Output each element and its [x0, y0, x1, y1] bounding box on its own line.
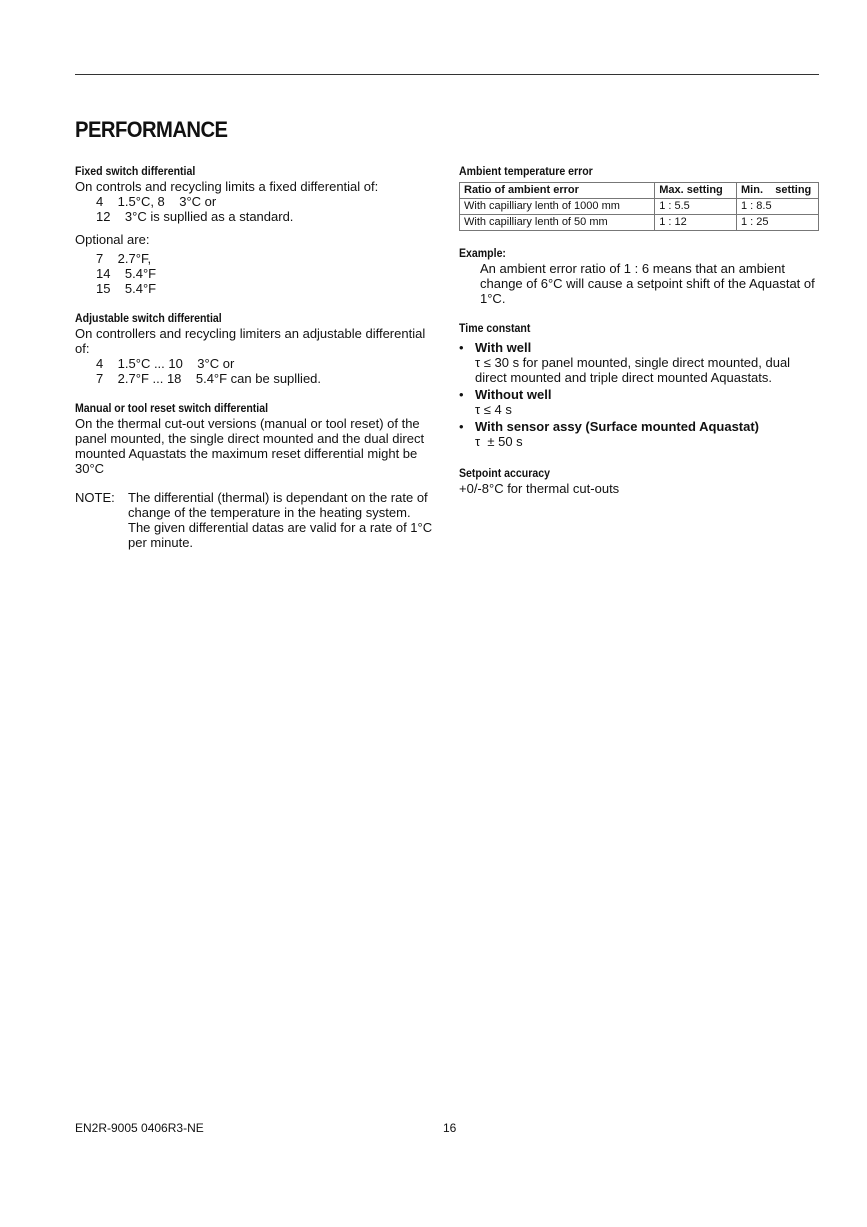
adjustable-differential-intro: On controllers and recycling limiters an adjustable differential of:	[75, 326, 426, 356]
note-text: The differential (thermal) is dependant on the rate of change of the temperature in the heating system. The given differential datas are valid for a rate of 1°C per minute.	[128, 490, 433, 550]
table-cell: 1 : 5.5	[655, 199, 737, 215]
bullet-icon: •	[459, 387, 464, 402]
list-item-detail: τ ≤ 30 s for panel mounted, single direct mounted, dual direct mounted and triple direct mounted Aquastats.	[475, 355, 791, 385]
manual-reset-heading: Manual or tool reset switch differential	[75, 401, 269, 415]
manual-reset-body: On the thermal cut-out versions (manual or tool reset) of the panel mounted, the single direct mounted and the dual direct mounted Aquastats the maximum reset differential might be 30°C	[75, 416, 425, 476]
table-row	[460, 215, 819, 231]
adjustable-differential-heading: Adjustable switch differential	[75, 311, 222, 325]
list-item-title: Without well	[475, 387, 552, 402]
list-item	[459, 340, 821, 385]
note-label: NOTE:	[75, 490, 115, 505]
ambient-error-table	[459, 182, 819, 231]
table-header-row	[460, 183, 819, 199]
time-constant-list	[459, 340, 821, 449]
table-header-cell: Max. setting	[655, 183, 737, 199]
list-item: 4 1.5°C, 8 3°C or	[96, 194, 217, 209]
list-item-detail: τ ± 50 s	[475, 434, 523, 449]
setpoint-accuracy-heading: Setpoint accuracy	[459, 466, 550, 480]
note-block	[75, 490, 435, 550]
fixed-differential-heading: Fixed switch differential	[75, 164, 196, 178]
table-cell: With capilliary lenth of 1000 mm	[460, 199, 655, 215]
table-header-cell: Min. setting	[737, 183, 819, 199]
setpoint-accuracy-text: +0/-8°C for thermal cut-outs	[459, 481, 620, 496]
optional-list	[75, 251, 435, 296]
bullet-icon: •	[459, 340, 464, 355]
list-item: 4 1.5°C ... 10 3°C or	[96, 356, 235, 371]
table-header-cell: Ratio of ambient error	[460, 183, 655, 199]
header-rule	[75, 74, 819, 75]
list-item: 15 5.4°F	[96, 281, 157, 296]
list-item-detail: τ ≤ 4 s	[475, 402, 512, 417]
list-item-title: With well	[475, 340, 532, 355]
table-cell: 1 : 25	[737, 215, 819, 231]
list-item: 14 5.4°F	[96, 266, 157, 281]
page-title: PERFORMANCE	[75, 117, 228, 142]
table-cell: With capilliary lenth of 50 mm	[460, 215, 655, 231]
fixed-differential-list	[75, 194, 435, 224]
time-constant-heading: Time constant	[459, 321, 531, 335]
table-row	[460, 199, 819, 215]
list-item-title: With sensor assy (Surface mounted Aquastat)	[475, 419, 760, 434]
bullet-icon: •	[459, 419, 464, 434]
footer-page-number: 16	[443, 1121, 457, 1135]
list-item: 7 2.7°F,	[96, 251, 152, 266]
adjustable-differential-list	[75, 356, 435, 386]
list-item: 12 3°C is supllied as a standard.	[96, 209, 294, 224]
fixed-differential-intro: On controls and recycling limits a fixed differential of:	[75, 179, 379, 194]
table-cell: 1 : 8.5	[737, 199, 819, 215]
example-text: An ambient error ratio of 1 : 6 means that an ambient change of 6°C will cause a setpoint shift of the Aquastat of 1°C.	[480, 261, 815, 306]
list-item	[459, 387, 821, 417]
table-cell: 1 : 12	[655, 215, 737, 231]
example-heading: Example:	[459, 246, 506, 260]
right-column	[459, 163, 821, 496]
left-column	[75, 163, 435, 550]
footer-document-code: EN2R-9005 0406R3-NE	[75, 1121, 204, 1135]
list-item	[459, 419, 821, 449]
list-item: 7 2.7°F ... 18 5.4°F can be supllied.	[96, 371, 322, 386]
ambient-error-heading: Ambient temperature error	[459, 164, 593, 178]
optional-label: Optional are:	[75, 232, 150, 247]
